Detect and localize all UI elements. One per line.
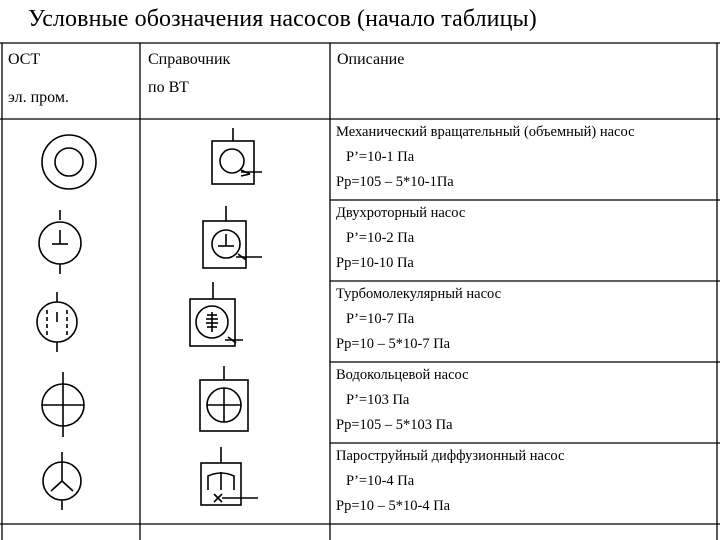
pump-limit-pressure: Р’=10-2 Па bbox=[346, 230, 415, 246]
header-ost: ОСТ bbox=[8, 51, 41, 68]
pump-limit-pressure: Р’=103 Па bbox=[346, 392, 410, 408]
pump-working-pressure: Рр=105 – 5*10-1Па bbox=[336, 174, 454, 190]
pump-name: Пароструйный диффузионный насос bbox=[336, 448, 565, 464]
pump-working-pressure: Рр=10 – 5*10-4 Па bbox=[336, 498, 451, 514]
ref-turbomolecular-pump-symbol bbox=[190, 282, 243, 346]
pump-limit-pressure: Р’=10-1 Па bbox=[346, 149, 415, 165]
ref-vapor-jet-pump-symbol bbox=[201, 447, 258, 505]
header-description: Описание bbox=[337, 51, 405, 68]
ost-mechanical-pump-symbol bbox=[42, 135, 96, 189]
pump-limit-pressure: Р’=10-7 Па bbox=[346, 311, 415, 327]
header-reference-line2: по ВТ bbox=[148, 79, 189, 96]
ref-mechanical-pump-symbol bbox=[212, 128, 262, 184]
header-reference: Справочник bbox=[148, 51, 231, 68]
pump-name: Механический вращательный (объемный) насос bbox=[336, 124, 635, 140]
pump-working-pressure: Рр=10-10 Па bbox=[336, 255, 414, 271]
pump-name: Водокольцевой насос bbox=[336, 367, 469, 383]
pump-name: Турбомолекулярный насос bbox=[336, 286, 502, 302]
pump-working-pressure: Рр=105 – 5*103 Па bbox=[336, 417, 453, 433]
header-ost-line2: эл. пром. bbox=[8, 89, 69, 106]
ost-water-ring-pump-symbol bbox=[42, 372, 84, 437]
ost-turbomolecular-pump-symbol bbox=[37, 292, 77, 352]
ref-two-rotor-pump-symbol bbox=[203, 206, 262, 268]
ref-water-ring-pump-symbol bbox=[200, 366, 248, 431]
pump-working-pressure: Рр=10 – 5*10-7 Па bbox=[336, 336, 451, 352]
ost-vapor-jet-pump-symbol bbox=[43, 452, 81, 510]
page-title: Условные обозначения насосов (начало таблицы) bbox=[28, 6, 537, 32]
ost-two-rotor-pump-symbol bbox=[39, 210, 81, 274]
pump-limit-pressure: Р’=10-4 Па bbox=[346, 473, 415, 489]
pump-name: Двухроторный насос bbox=[336, 205, 466, 221]
